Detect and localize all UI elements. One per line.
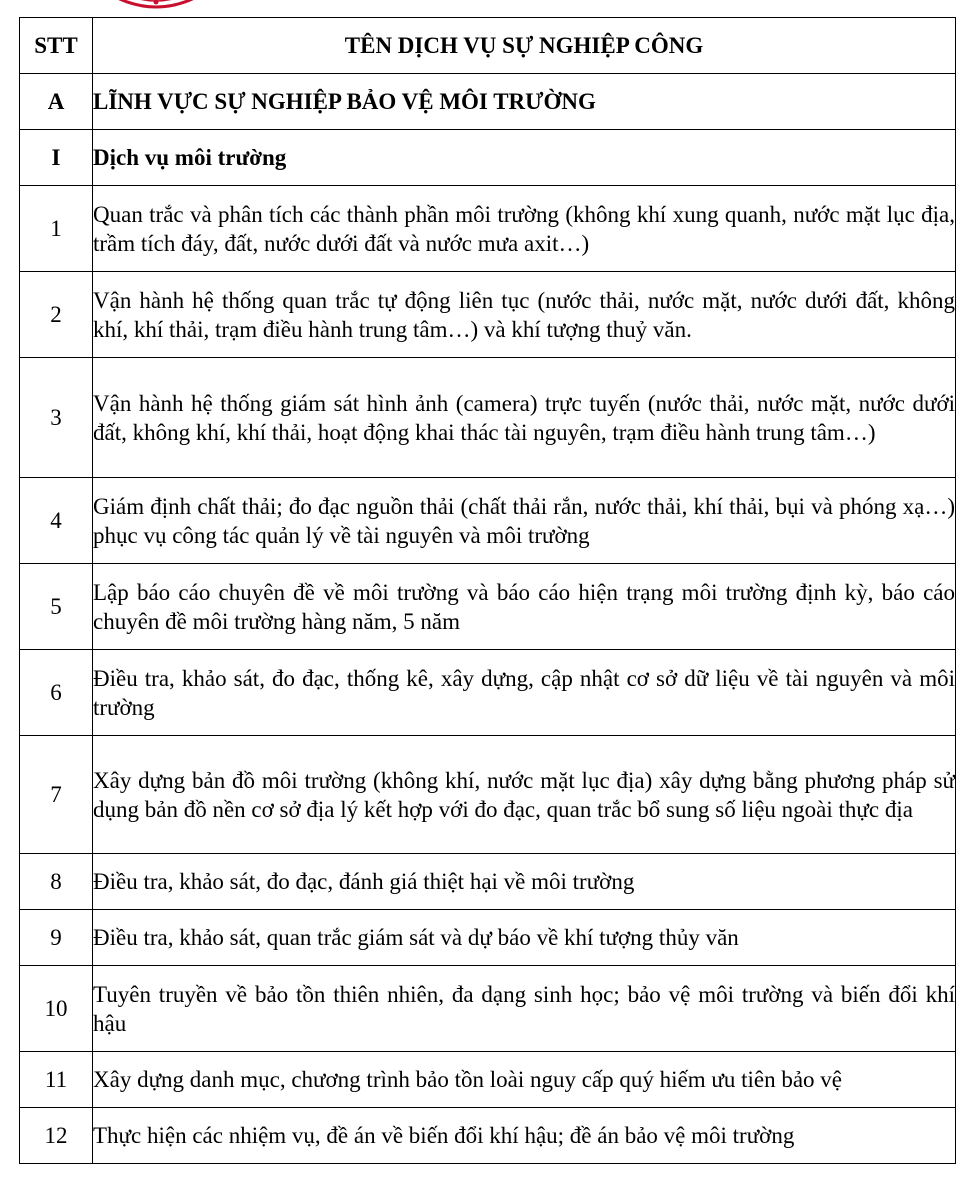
table-row xyxy=(20,358,956,478)
group-row xyxy=(20,130,956,186)
table-row xyxy=(20,966,956,1052)
row-number: 4 xyxy=(20,478,93,564)
row-number: 12 xyxy=(20,1108,93,1164)
row-number: 8 xyxy=(20,854,93,910)
header-stt: STT xyxy=(20,18,93,74)
table-row xyxy=(20,1052,956,1108)
row-number: 3 xyxy=(20,358,93,478)
section-code: A xyxy=(20,74,93,130)
row-service-name: Vận hành hệ thống giám sát hình ảnh (camera) trực tuyến (nước thải, nước mặt, nước dưới đất, không khí, khí thải, hoạt động khai thác tài nguyên, trạm điều hành trung tâm…) xyxy=(93,358,956,478)
table-row xyxy=(20,478,956,564)
table-header-row xyxy=(20,18,956,74)
table-row xyxy=(20,1108,956,1164)
section-title: LĨNH VỰC SỰ NGHIỆP BẢO VỆ MÔI TRƯỜNG xyxy=(93,74,956,130)
row-service-name: Quan trắc và phân tích các thành phần môi trường (không khí xung quanh, nước mặt lục địa, trầm tích đáy, đất, nước dưới đất và nước mưa axit…) xyxy=(93,186,956,272)
row-number: 5 xyxy=(20,564,93,650)
table-row xyxy=(20,186,956,272)
row-number: 7 xyxy=(20,736,93,854)
table-row xyxy=(20,564,956,650)
row-service-name: Điều tra, khảo sát, đo đạc, thống kê, xây dựng, cập nhật cơ sở dữ liệu về tài nguyên và môi trường xyxy=(93,650,956,736)
header-service-name: TÊN DỊCH VỤ SỰ NGHIỆP CÔNG xyxy=(93,18,956,74)
row-number: 2 xyxy=(20,272,93,358)
row-number: 10 xyxy=(20,966,93,1052)
section-row xyxy=(20,74,956,130)
row-service-name: Xây dựng danh mục, chương trình bảo tồn loài nguy cấp quý hiếm ưu tiên bảo vệ xyxy=(93,1052,956,1108)
row-service-name: Giám định chất thải; đo đạc nguồn thải (chất thải rắn, nước thải, khí thải, bụi và phóng xạ…) phục vụ công tác quản lý về tài nguyên và môi trường xyxy=(93,478,956,564)
group-code: I xyxy=(20,130,93,186)
row-number: 9 xyxy=(20,910,93,966)
table-row xyxy=(20,910,956,966)
table-row xyxy=(20,736,956,854)
row-service-name: Điều tra, khảo sát, đo đạc, đánh giá thiệt hại về môi trường xyxy=(93,854,956,910)
row-service-name: Tuyên truyền về bảo tồn thiên nhiên, đa dạng sinh học; bảo vệ môi trường và biến đổi khí hậu xyxy=(93,966,956,1052)
table-row xyxy=(20,272,956,358)
table-row xyxy=(20,650,956,736)
group-title: Dịch vụ môi trường xyxy=(93,130,956,186)
red-seal-stamp-fragment xyxy=(96,0,216,16)
public-services-table xyxy=(19,17,956,1164)
row-service-name: Vận hành hệ thống quan trắc tự động liên tục (nước thải, nước mặt, nước dưới đất, không khí, khí thải, trạm điều hành trung tâm…) và khí tượng thuỷ văn. xyxy=(93,272,956,358)
row-service-name: Xây dựng bản đồ môi trường (không khí, nước mặt lục địa) xây dựng bằng phương pháp sử dụng bản đồ nền cơ sở địa lý kết hợp với đo đạc, quan trắc bổ sung số liệu ngoài thực địa xyxy=(93,736,956,854)
table-row xyxy=(20,854,956,910)
row-service-name: Điều tra, khảo sát, quan trắc giám sát và dự báo về khí tượng thủy văn xyxy=(93,910,956,966)
row-number: 6 xyxy=(20,650,93,736)
row-number: 1 xyxy=(20,186,93,272)
row-number: 11 xyxy=(20,1052,93,1108)
row-service-name: Thực hiện các nhiệm vụ, đề án về biến đổi khí hậu; đề án bảo vệ môi trường xyxy=(93,1108,956,1164)
row-service-name: Lập báo cáo chuyên đề về môi trường và báo cáo hiện trạng môi trường định kỳ, báo cáo chuyên đề môi trường hàng năm, 5 năm xyxy=(93,564,956,650)
